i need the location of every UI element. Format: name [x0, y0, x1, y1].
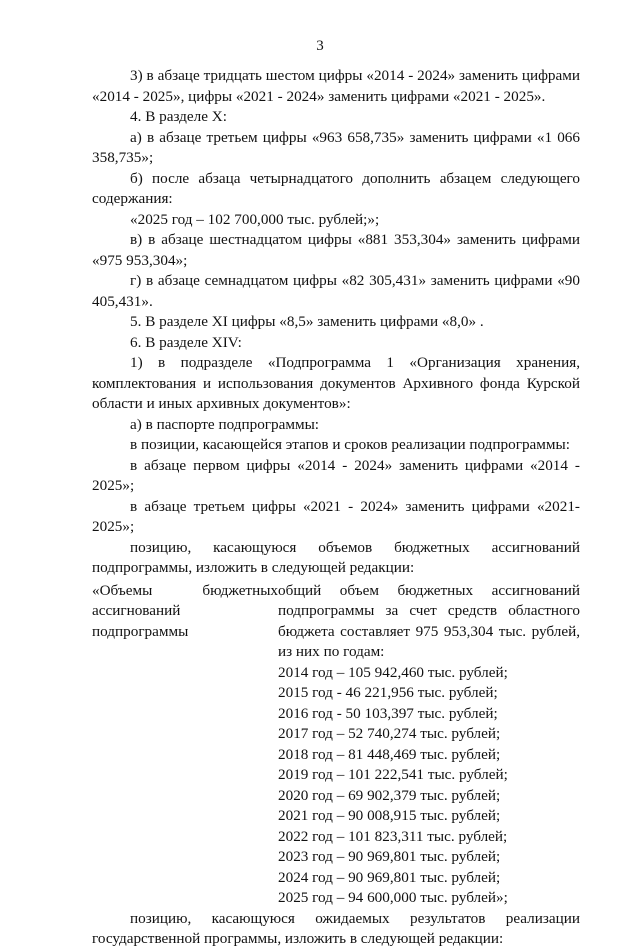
first-paragraph-change: в абзаце первом цифры «2014 - 2024» заменить цифрами «2014 - 2025»;	[92, 456, 580, 494]
section-xi-item: 5. В разделе XI цифры «8,5» заменить цифрами «8,0» .	[130, 313, 484, 330]
budget-total-text: общий объем бюджетных ассигнований подпрограммы за счет средств областного бюджета составляет 975 953,304 тыс. рублей, из них по годам:	[278, 581, 580, 660]
paragraph-item-v: в) в абзаце шестнадцатом цифры «881 353,304» заменить цифрами «975 953,304»;	[92, 231, 580, 269]
budget-year-2021: 2021 год – 90 008,915 тыс. рублей;	[278, 807, 501, 824]
paragraph-item-a: а) в абзаце третьем цифры «963 658,735» заменить цифрами «1 066 358,735»;	[92, 128, 580, 166]
budget-table-value	[278, 581, 580, 909]
section-xiv-heading: 6. В разделе XIV:	[130, 333, 242, 351]
third-paragraph-change: в абзаце третьем цифры «2021 - 2024» заменить цифрами «2021-2025»;	[92, 497, 580, 535]
budget-year-2018: 2018 год – 81 448,469 тыс. рублей;	[278, 745, 501, 763]
subprogram-1-item: 1) в подразделе «Подпрограмма 1 «Организация хранения, комплектования и использования документов Архивного фонда Курской области и иных архивных документов»:	[92, 354, 580, 412]
stages-position: в позиции, касающейся этапов и сроков реализации подпрограммы:	[130, 436, 570, 453]
budget-year-2014: 2014 год – 105 942,460 тыс. рублей;	[278, 663, 508, 681]
paragraph-item-b: б) после абзаца четырнадцатого дополнить абзацем следующего содержания:	[92, 169, 580, 207]
document-body	[92, 66, 580, 950]
closing-paragraph: позицию, касающуюся ожидаемых результатов реализации государственной программы, изложить в следующей редакции:	[92, 909, 580, 947]
budget-year-2015: 2015 год - 46 221,956 тыс. рублей;	[278, 684, 498, 701]
budget-year-2019: 2019 год – 101 222,541 тыс. рублей;	[278, 766, 508, 783]
budget-year-2025: 2025 год – 94 600,000 тыс. рублей»;	[278, 889, 508, 906]
inserted-line-2025: «2025 год – 102 700,000 тыс. рублей;»;	[130, 210, 380, 228]
budget-years-list	[278, 663, 580, 909]
budget-year-2022: 2022 год – 101 823,311 тыс. рублей;	[278, 827, 508, 845]
budget-table-label: «Объемы бюджетных ассигнований подпрограммы	[92, 581, 278, 640]
budget-year-2023: 2023 год – 90 969,801 тыс. рублей;	[278, 848, 501, 865]
budget-table	[92, 581, 580, 909]
budget-year-2017: 2017 год – 52 740,274 тыс. рублей;	[278, 725, 501, 742]
paragraph-item-g: г) в абзаце семнадцатом цифры «82 305,431» заменить цифрами «90 405,431».	[92, 272, 580, 310]
passport-item: а) в паспорте подпрограммы:	[130, 415, 319, 433]
budget-year-2020: 2020 год – 69 902,379 тыс. рублей;	[278, 786, 501, 804]
budget-year-2016: 2016 год - 50 103,397 тыс. рублей;	[278, 704, 498, 722]
section-x-heading: 4. В разделе X:	[130, 108, 227, 125]
budget-year-2024: 2024 год – 90 969,801 тыс. рублей;	[278, 868, 501, 886]
paragraph-item-3: 3) в абзаце тридцать шестом цифры «2014 - 2024» заменить цифрами «2014 - 2025», цифры «2021 - 2024» заменить цифрами «2021 - 2025».	[92, 67, 580, 105]
page-number: 3	[316, 38, 324, 54]
budget-position-intro: позицию, касающуюся объемов бюджетных ассигнований подпрограммы, изложить в следующей редакции:	[92, 538, 580, 576]
